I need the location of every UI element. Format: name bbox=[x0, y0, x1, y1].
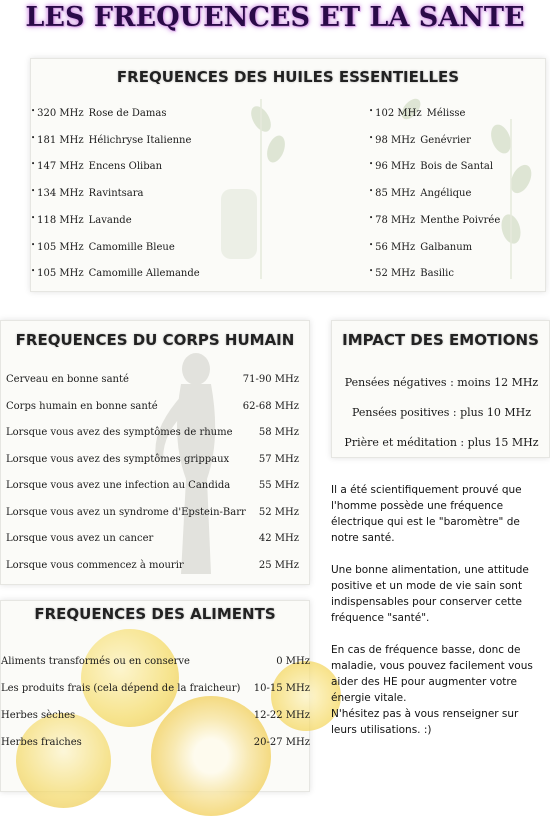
oil-item bbox=[369, 134, 471, 146]
oil-frequency: 102 MHz bbox=[375, 108, 422, 119]
body-frequency-value: 25 MHz bbox=[258, 559, 299, 571]
foods-title: FREQUENCES DES ALIMENTS bbox=[34, 605, 276, 623]
body-state-label: Corps humain en bonne santé bbox=[6, 400, 158, 412]
bullet-icon: • bbox=[31, 160, 36, 169]
emotions-title: IMPACT DES EMOTIONS bbox=[342, 331, 539, 349]
oil-name: Encens Oliban bbox=[88, 161, 163, 173]
food-label: Aliments transformés ou en conserve bbox=[1, 656, 190, 667]
bullet-icon: • bbox=[31, 133, 36, 142]
food-frequency-row bbox=[1, 737, 311, 755]
oil-frequency: 85 MHz bbox=[375, 188, 416, 200]
food-frequency-row bbox=[1, 683, 311, 701]
body-state-label: Cerveau en bonne santé bbox=[6, 374, 129, 385]
oil-item bbox=[369, 214, 500, 226]
food-frequency-row bbox=[1, 656, 311, 674]
oil-item bbox=[369, 187, 471, 199]
oil-frequency: 96 MHz bbox=[375, 161, 416, 173]
body-frequency-row bbox=[6, 560, 299, 578]
food-label: Les produits frais (cela dépend de la fraicheur) bbox=[1, 683, 241, 694]
body-state-label: Lorsque vous avez une infection au Candida bbox=[6, 480, 231, 491]
oil-frequency: 105 MHz bbox=[37, 241, 84, 253]
oil-name: Camomille Allemande bbox=[88, 268, 200, 280]
emotions-panel bbox=[331, 320, 550, 458]
oil-name: Genévrier bbox=[420, 134, 471, 146]
oil-item bbox=[369, 267, 454, 279]
oil-name: Galbanum bbox=[420, 241, 473, 253]
bullet-icon: • bbox=[369, 160, 374, 169]
oil-item bbox=[369, 160, 493, 172]
oil-name: Bois de Santal bbox=[420, 161, 494, 173]
oil-name: Rose de Damas bbox=[88, 108, 167, 119]
emotion-negative: Pensées négatives : moins 12 MHz bbox=[344, 376, 539, 389]
body-frequency-value: 58 MHz bbox=[258, 427, 299, 438]
bullet-icon: • bbox=[369, 133, 374, 142]
bullet-icon: • bbox=[369, 267, 374, 276]
body-frequency-value: 62-68 MHz bbox=[242, 400, 299, 412]
oil-list-right bbox=[369, 107, 544, 287]
body-state-label: Lorsque vous avez des symptômes grippaux bbox=[6, 453, 230, 465]
body-frequency-row bbox=[6, 427, 299, 445]
page-title: LES FREQUENCES ET LA SANTE bbox=[25, 2, 525, 33]
human-body-title: FREQUENCES DU CORPS HUMAIN bbox=[15, 331, 295, 349]
oil-frequency: 78 MHz bbox=[375, 214, 416, 226]
bullet-icon: • bbox=[369, 107, 374, 115]
oil-frequency: 98 MHz bbox=[375, 134, 416, 146]
body-state-label: Lorsque vous avez des symptômes de rhume bbox=[6, 427, 233, 438]
body-frequency-row bbox=[6, 480, 299, 498]
body-frequency-row bbox=[6, 454, 299, 472]
bullet-icon: • bbox=[31, 213, 36, 222]
bullet-icon: • bbox=[31, 187, 36, 196]
body-frequency-row bbox=[6, 533, 299, 551]
food-frequency-value: 20-27 MHz bbox=[253, 737, 310, 748]
oil-item bbox=[369, 241, 472, 253]
body-state-label: Lorsque vous avez un syndrome d'Epstein-Barr bbox=[6, 506, 246, 518]
side-notes bbox=[331, 482, 547, 738]
body-frequency-row bbox=[6, 507, 299, 525]
oil-frequency: 56 MHz bbox=[375, 241, 416, 253]
oil-item bbox=[31, 241, 175, 253]
body-frequency-row bbox=[6, 374, 299, 392]
oil-name: Hélichryse Italienne bbox=[88, 134, 192, 146]
bullet-icon: • bbox=[31, 107, 36, 115]
essential-oils-title: FREQUENCES DES HUILES ESSENTIELLES bbox=[116, 68, 460, 86]
oil-item bbox=[31, 214, 132, 226]
oil-frequency: 134 MHz bbox=[37, 188, 84, 200]
body-frequency-value: 42 MHz bbox=[258, 533, 299, 544]
bullet-icon: • bbox=[31, 240, 36, 249]
body-frequency-value: 71-90 MHz bbox=[242, 374, 299, 385]
oil-name: Lavande bbox=[88, 214, 132, 226]
food-frequency-value: 12-22 MHz bbox=[253, 710, 310, 721]
note-paragraph: Une bonne alimentation, une attitude positive et un mode de vie sain sont indispensables pour conserver cette fréquence "santé". bbox=[331, 564, 529, 624]
bullet-icon: • bbox=[369, 240, 374, 249]
body-frequency-value: 52 MHz bbox=[258, 506, 299, 518]
note-paragraph: Il a été scientifiquement prouvé que l'homme possède une fréquence électrique qui est le "baromètre" de notre santé. bbox=[331, 484, 522, 544]
food-label: Herbes sèches bbox=[1, 710, 76, 721]
oil-item bbox=[31, 134, 191, 146]
note-paragraph: N'hésitez pas à vous renseigner sur leurs utilisations. :) bbox=[331, 708, 519, 736]
body-frequency-row bbox=[6, 401, 299, 419]
oil-item bbox=[31, 107, 166, 119]
oil-frequency: 52 MHz bbox=[375, 268, 416, 280]
food-frequency-row bbox=[1, 710, 311, 728]
body-state-label: Lorsque vous avez un cancer bbox=[6, 533, 154, 544]
oil-item bbox=[369, 107, 465, 119]
oil-frequency: 181 MHz bbox=[37, 134, 84, 146]
oil-name: Mélisse bbox=[426, 108, 466, 119]
food-frequency-value: 10-15 MHz bbox=[253, 683, 310, 694]
note-paragraph: En cas de fréquence basse, donc de maladie, vous pouvez facilement vous aider des HE pour augmenter votre énergie vitale. bbox=[331, 644, 533, 704]
body-state-label: Lorsque vous commencez à mourir bbox=[6, 559, 184, 571]
bullet-icon: • bbox=[31, 267, 36, 276]
essential-oils-panel bbox=[30, 58, 546, 292]
oil-name: Ravintsara bbox=[88, 188, 144, 200]
emotion-positive: Pensées positives : plus 10 MHz bbox=[351, 406, 532, 419]
oil-frequency: 320 MHz bbox=[37, 108, 84, 119]
body-frequency-value: 57 MHz bbox=[258, 453, 299, 465]
oil-list-left bbox=[31, 107, 261, 287]
oil-name: Camomille Bleue bbox=[88, 241, 175, 253]
foods-panel bbox=[0, 600, 310, 792]
bullet-icon: • bbox=[369, 187, 374, 196]
bullet-icon: • bbox=[369, 213, 374, 222]
food-frequency-value: 0 MHz bbox=[276, 656, 310, 667]
oil-item bbox=[31, 160, 162, 172]
oil-name: Basilic bbox=[420, 268, 454, 280]
oil-name: Menthe Poivrée bbox=[420, 214, 501, 226]
oil-item bbox=[31, 187, 144, 199]
oil-name: Angélique bbox=[420, 188, 472, 200]
oil-frequency: 105 MHz bbox=[37, 268, 84, 280]
food-label: Herbes fraiches bbox=[1, 737, 82, 748]
emotion-prayer: Prière et méditation : plus 15 MHz bbox=[344, 436, 539, 449]
body-frequency-value: 55 MHz bbox=[258, 480, 299, 491]
oil-frequency: 118 MHz bbox=[37, 214, 84, 226]
oil-item bbox=[31, 267, 200, 279]
human-body-panel bbox=[0, 320, 310, 585]
oil-frequency: 147 MHz bbox=[37, 161, 84, 173]
